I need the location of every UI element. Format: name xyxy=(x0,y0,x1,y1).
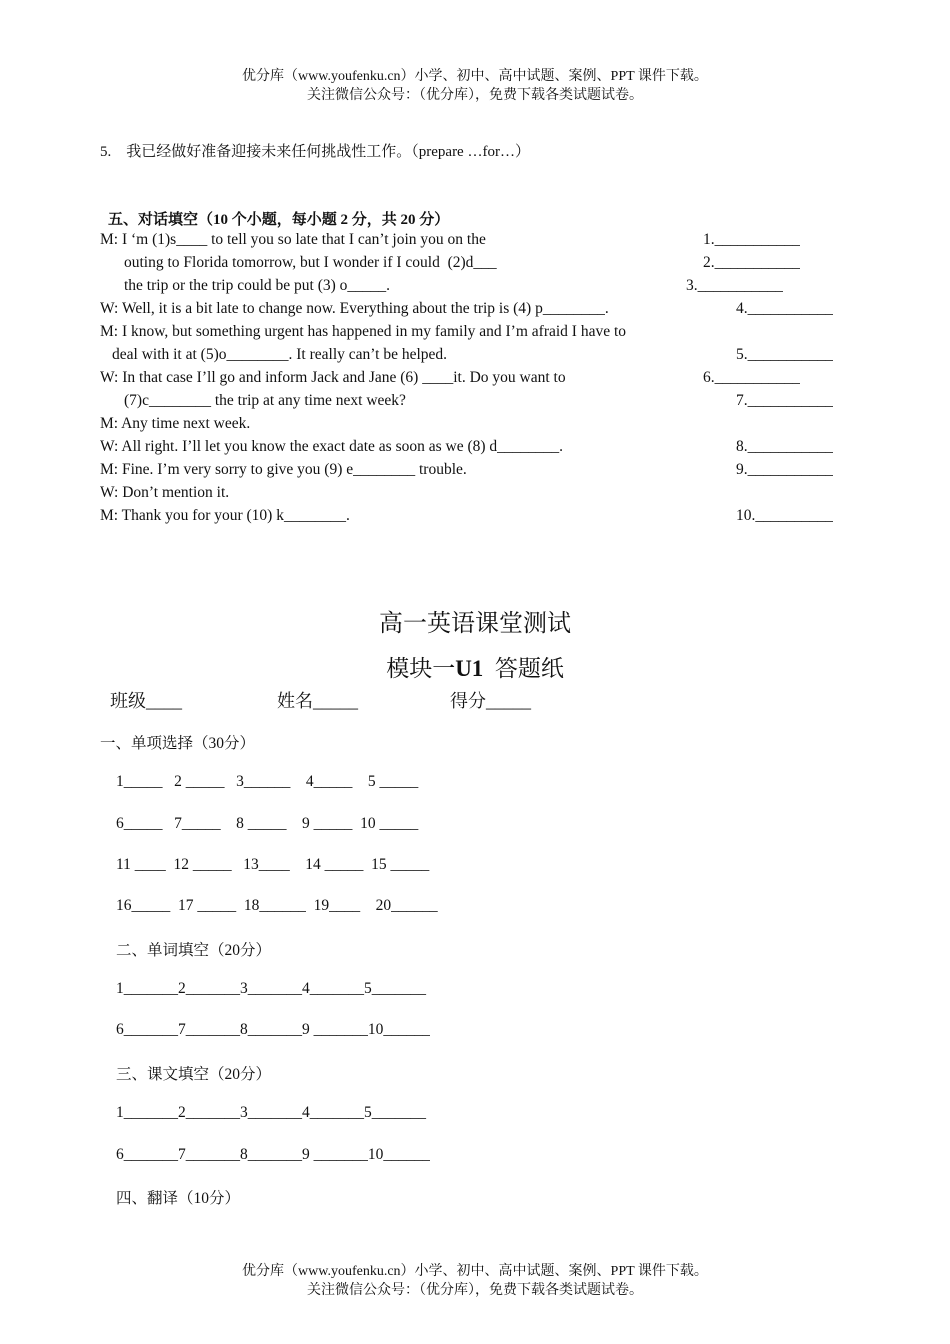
class-field[interactable]: 班级____ xyxy=(110,691,182,711)
dialogue-line: W: Well, it is a bit late to change now. Everything about the trip is (4) p________. xyxy=(100,300,609,317)
dialogue-line: W: Don’t mention it. xyxy=(100,484,230,501)
page-footer-line-2: 关注微信公众号：（优分库），免费下载各类试题试卷。 xyxy=(307,1283,643,1298)
dialogue-line: outing to Florida tomorrow, but I wonder if I could (2)d___ xyxy=(124,254,497,271)
page-header-line-2: 关注微信公众号：（优分库），免费下载各类试题试卷。 xyxy=(307,88,643,103)
section-4-title: 四、翻译（10分） xyxy=(116,1190,241,1207)
answer-row[interactable]: 1_______2_______3_______4_______5_______ xyxy=(116,1104,426,1121)
name-field[interactable]: 姓名_____ xyxy=(277,691,358,711)
answer-blank-6[interactable]: 6.___________ xyxy=(703,369,800,386)
answer-row[interactable]: 6_______7_______8_______9 _______10______ xyxy=(116,1021,430,1038)
page-header-line-1: 优分库（www.youfenku.cn）小学、初中、高中试题、案例、PPT 课件下载。 xyxy=(242,69,708,84)
section-5-title: 五、对话填空（10 个小题，每小题 2 分，共 20 分） xyxy=(108,212,450,228)
answer-blank-2[interactable]: 2.___________ xyxy=(703,254,800,271)
answer-row[interactable]: 11 ____ 12 _____ 13____ 14 _____ 15 _____ xyxy=(116,856,430,873)
dialogue-line: M: Any time next week. xyxy=(100,415,251,432)
answer-blank-7[interactable]: 7.___________ xyxy=(736,392,833,409)
dialogue-line: (7)c________ the trip at any time next week? xyxy=(124,392,406,409)
page-footer-line-1: 优分库（www.youfenku.cn）小学、初中、高中试题、案例、PPT 课件下载。 xyxy=(242,1264,708,1279)
section-3-title: 三、课文填空（20分） xyxy=(116,1066,272,1083)
answer-row[interactable]: 6_____ 7_____ 8 _____ 9 _____ 10 _____ xyxy=(116,815,419,832)
dialogue-line: M: I ‘m (1)s____ to tell you so late that I can’t join you on the xyxy=(100,231,486,248)
dialogue-line: M: I know, but something urgent has happened in my family and I’m afraid I have to xyxy=(100,323,627,340)
score-field[interactable]: 得分_____ xyxy=(450,691,531,711)
section-2-title: 二、单词填空（20分） xyxy=(116,942,272,959)
answer-row[interactable]: 16_____ 17 _____ 18______ 19____ 20______ xyxy=(116,897,438,914)
answer-row[interactable]: 1_____ 2 _____ 3______ 4_____ 5 _____ xyxy=(116,773,419,790)
section-1-title: 一、单项选择（30分） xyxy=(100,735,256,752)
subtitle-unit: U1 xyxy=(455,656,484,681)
dialogue-line: deal with it at (5)o________. It really can’t be helped. xyxy=(112,346,448,363)
answer-blank-3[interactable]: 3.___________ xyxy=(686,277,783,294)
answer-sheet-subtitle xyxy=(0,650,950,683)
answer-blank-10[interactable]: 10.__________ xyxy=(736,507,833,524)
subtitle-module: 模块一 xyxy=(386,656,456,681)
answer-row[interactable]: 1_______2_______3_______4_______5_______ xyxy=(116,980,426,997)
subtitle-answer-sheet: 答题纸 xyxy=(494,656,564,681)
answer-blank-5[interactable]: 5.___________ xyxy=(736,346,833,363)
dialogue-line: the trip or the trip could be put (3) o_____. xyxy=(124,277,391,294)
dialogue-line: W: In that case I’ll go and inform Jack and Jane (6) ____it. Do you want to xyxy=(100,369,566,386)
dialogue-line: M: Thank you for your (10) k________. xyxy=(100,507,350,524)
answer-blank-8[interactable]: 8.___________ xyxy=(736,438,833,455)
answer-sheet-title: 高一英语课堂测试 xyxy=(379,611,571,637)
dialogue-line: M: Fine. I’m very sorry to give you (9) e________ trouble. xyxy=(100,461,467,478)
answer-blank-9[interactable]: 9.___________ xyxy=(736,461,833,478)
answer-blank-1[interactable]: 1.___________ xyxy=(703,231,800,248)
translation-question-5: 5. 我已经做好准备迎接未来任何挑战性工作。（prepare …for…） xyxy=(100,144,530,160)
answer-row[interactable]: 6_______7_______8_______9 _______10______ xyxy=(116,1146,430,1163)
answer-blank-4[interactable]: 4.___________ xyxy=(736,300,833,317)
dialogue-line: W: All right. I’ll let you know the exact date as soon as we (8) d________. xyxy=(100,438,564,455)
